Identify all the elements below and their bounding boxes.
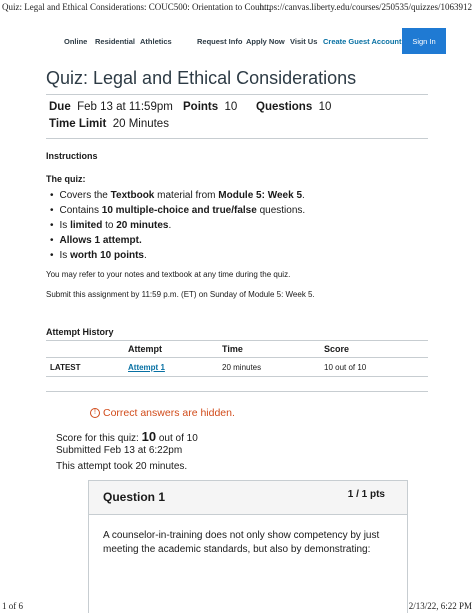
attempt-1-link[interactable]: Attempt 1 [128, 363, 165, 372]
divider [46, 94, 428, 95]
points-value: 10 [224, 101, 238, 113]
question-card [88, 480, 408, 613]
points-field [183, 101, 237, 113]
create-guest-account-link[interactable]: Create Guest Account [323, 37, 402, 46]
list-item: • Contains 10 multiple-choice and true/false questions. [50, 205, 305, 220]
answers-hidden-notice [90, 407, 235, 419]
instructions-list [50, 190, 305, 265]
answers-hidden-text: Correct answers are hidden. [103, 407, 235, 419]
due-label: Due [49, 101, 71, 113]
page-count: 1 of 6 [2, 601, 23, 611]
attempt-time: 20 minutes [222, 363, 262, 372]
nav-apply-now-link[interactable]: Apply Now [246, 37, 285, 46]
print-timestamp: 2/13/22, 6:22 PM [408, 601, 472, 611]
questions-field [256, 101, 331, 113]
print-header [0, 0, 474, 14]
page-title: Quiz: Legal and Ethical Considerations [46, 68, 357, 88]
instructions-submit-text: Submit this assignment by 11:59 p.m. (ET) on Sunday of Module 5: Week 5. [46, 290, 315, 299]
nav-visit-us-link[interactable]: Visit Us [290, 37, 318, 46]
list-item: • Is worth 10 points. [50, 250, 305, 265]
quiz-score: Score for this quiz: 10 out of 10 [56, 429, 198, 444]
latest-label: LATEST [50, 363, 81, 372]
submitted-time: Submitted Feb 13 at 6:22pm [56, 445, 183, 456]
score-value: 10 [141, 429, 157, 444]
quiz-details [46, 101, 426, 137]
column-header-attempt: Attempt [128, 344, 162, 354]
questions-value: 10 [318, 101, 332, 113]
instructions-heading: Instructions [46, 151, 98, 161]
list-item: • Covers the Textbook material from Module 5: Week 5. [50, 190, 305, 205]
instructions-notes-text: You may refer to your notes and textbook at any time during the quiz. [46, 270, 291, 279]
nav-request-info-link[interactable]: Request Info [197, 37, 243, 46]
time-limit-value: 20 Minutes [112, 118, 169, 130]
score-summary [56, 429, 198, 477]
question-text: A counselor-in-training does not only show competency by just meeting the academic standards, but also by demonstrating: [103, 530, 380, 555]
divider [46, 376, 428, 377]
points-label: Points [183, 101, 219, 113]
print-footer [0, 599, 474, 613]
divider [46, 340, 428, 341]
question-points: 1 / 1 pts [347, 489, 385, 500]
attempt-history-heading: Attempt History [46, 327, 114, 337]
sign-in-button[interactable]: Sign In [402, 28, 446, 54]
divider [46, 138, 428, 139]
divider [46, 357, 428, 358]
nav-athletics-link[interactable]: Athletics [140, 37, 172, 46]
print-header-title: Quiz: Legal and Ethical Considerations: COUC500: Orientation to Coun... [2, 2, 271, 12]
time-limit-label: Time Limit [49, 118, 107, 130]
quiz-label: The quiz: [46, 174, 86, 184]
due-value: Feb 13 at 11:59pm [77, 101, 173, 113]
top-nav [0, 28, 474, 56]
list-item: • Is limited to 20 minutes. [50, 220, 305, 235]
attempt-score: 10 out of 10 [324, 363, 367, 372]
time-limit-field [49, 118, 169, 130]
due-field [49, 101, 173, 113]
divider [46, 391, 428, 392]
question-title: Question 1 [103, 490, 166, 504]
attempt-duration: This attempt took 20 minutes. [56, 461, 188, 472]
print-header-url: https://canvas.liberty.edu/courses/250535/quizzes/1063912 [259, 2, 472, 12]
nav-residential-link[interactable]: Residential [95, 37, 136, 46]
question-header [89, 481, 407, 515]
column-header-time: Time [222, 344, 243, 354]
alert-icon: ! [90, 408, 100, 418]
questions-label: Questions [256, 101, 313, 113]
nav-online-link[interactable]: Online [64, 37, 88, 46]
column-header-score: Score [324, 344, 350, 354]
list-item: • Allows 1 attempt. [50, 235, 305, 250]
